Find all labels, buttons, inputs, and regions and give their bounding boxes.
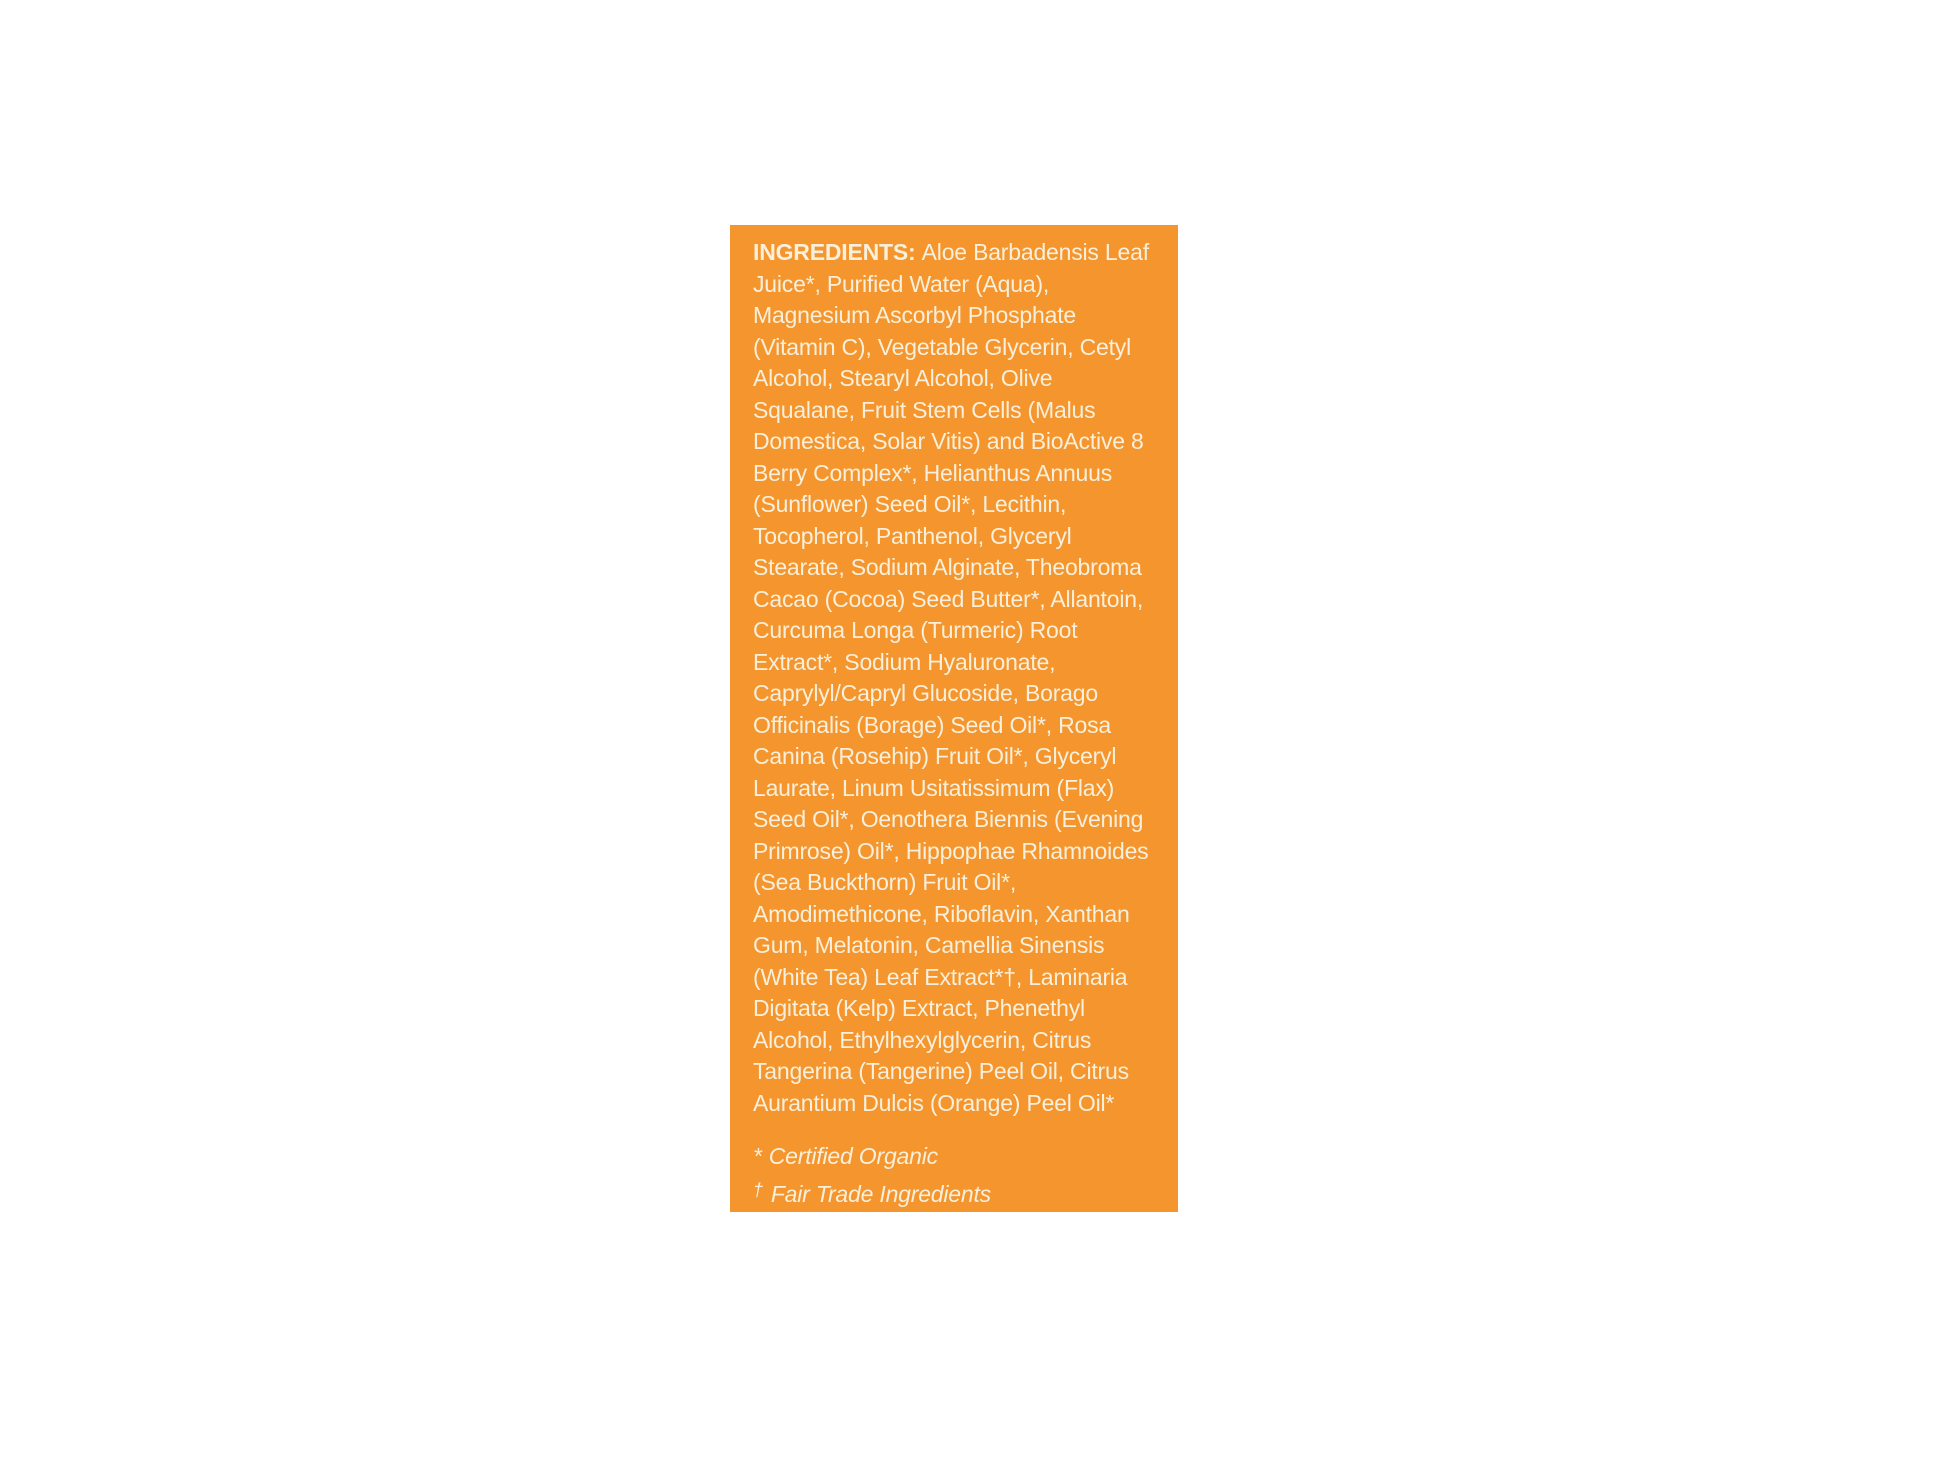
ingredients-line: Aurantium Dulcis (Orange) Peel Oil* (753, 1089, 1115, 1116)
ingredients-line: Squalane, Fruit Stem Cells (Malus (753, 396, 1096, 423)
ingredients-line: Juice*, Purified Water (Aqua), (753, 270, 1050, 297)
ingredients-line: Gum, Melatonin, Camellia Sinensis (753, 932, 1105, 958)
ingredients-line: Caprylyl/Capryl Glucoside, Borago (753, 680, 1098, 706)
ingredients-line: Tangerina (Tangerine) Peel Oil, Citrus (753, 1058, 1129, 1084)
ingredients-line: INGREDIENTS: Aloe Barbadensis Leaf (753, 239, 1149, 265)
ingredients-line: Officinalis (Borage) Seed Oil*, Rosa (753, 711, 1111, 738)
ingredients-line: Magnesium Ascorbyl Phosphate (753, 302, 1076, 328)
ingredients-line: (Sunflower) Seed Oil*, Lecithin, (753, 491, 1067, 517)
ingredients-line: Curcuma Longa (Turmeric) Root (753, 617, 1078, 643)
ingredients-line: Stearate, Sodium Alginate, Theobroma (753, 554, 1142, 580)
ingredients-line: Alcohol, Stearyl Alcohol, Olive (753, 365, 1053, 391)
ingredients-text (753, 237, 1160, 1119)
footnote-line: * Certified Organic (753, 1139, 1160, 1173)
ingredients-line: Amodimethicone, Riboflavin, Xanthan (753, 900, 1130, 927)
footnotes (753, 1139, 1160, 1211)
ingredients-line: Primrose) Oil*, Hippophae Rhamnoides (753, 837, 1149, 864)
ingredients-line: Domestica, Solar Vitis) and BioActive 8 (753, 428, 1144, 454)
ingredients-line: Seed Oil*, Oenothera Biennis (Evening (753, 806, 1144, 832)
footnote-line: † Fair Trade Ingredients (753, 1173, 1160, 1211)
ingredients-line: Digitata (Kelp) Extract, Phenethyl (753, 995, 1085, 1021)
ingredients-line: Berry Complex*, Helianthus Annuus (753, 459, 1113, 486)
footnote-marker: * (753, 1143, 762, 1169)
ingredients-label-panel (730, 225, 1178, 1212)
ingredients-line: Canina (Rosehip) Fruit Oil*, Glyceryl (753, 743, 1117, 769)
ingredients-line: (Sea Buckthorn) Fruit Oil*, (753, 869, 1017, 895)
ingredients-line: Cacao (Cocoa) Seed Butter*, Allantoin, (753, 585, 1144, 612)
ingredients-line: Laurate, Linum Usitatissimum (Flax) (753, 774, 1115, 801)
ingredients-line: Alcohol, Ethylhexylglycerin, Citrus (753, 1026, 1092, 1053)
ingredients-heading: INGREDIENTS: (753, 239, 922, 265)
ingredients-line: Extract*, Sodium Hyaluronate, (753, 648, 1056, 675)
ingredients-line: (White Tea) Leaf Extract*†, Laminaria (753, 963, 1128, 990)
ingredients-line: (Vitamin C), Vegetable Glycerin, Cetyl (753, 333, 1132, 360)
footnote-marker: † (753, 1180, 763, 1200)
ingredients-line: Tocopherol, Panthenol, Glyceryl (753, 522, 1072, 549)
